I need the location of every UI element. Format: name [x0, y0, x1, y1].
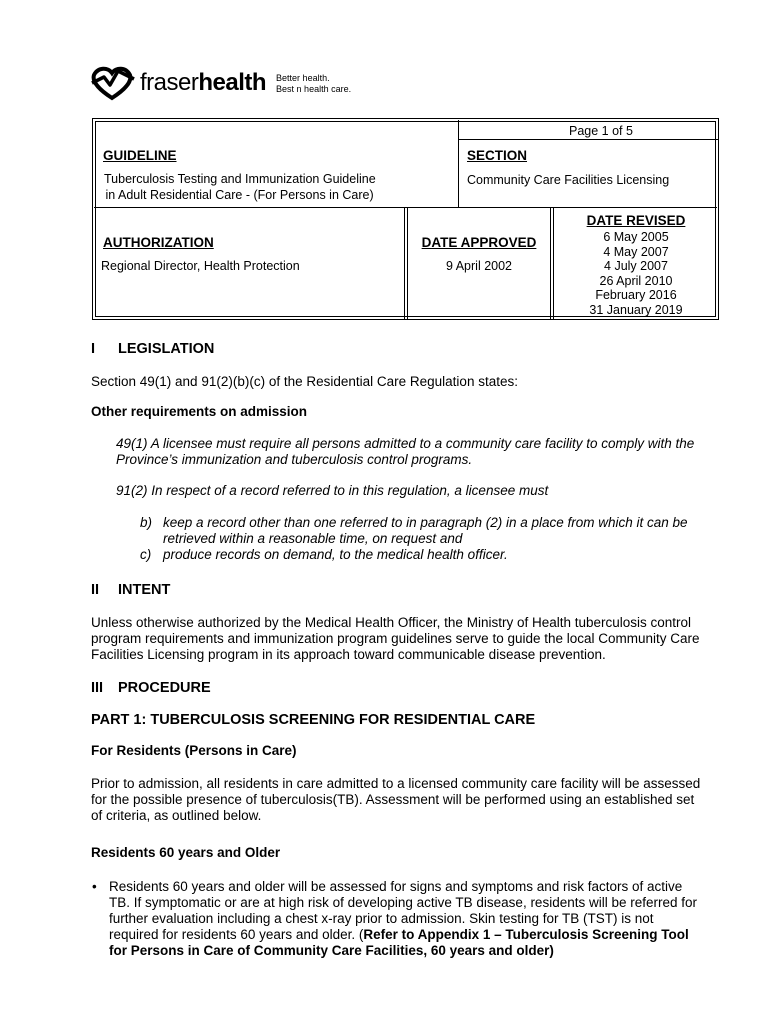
- bullet-icon: •: [92, 879, 97, 894]
- age-heading: Residents 60 years and Older: [91, 845, 281, 860]
- prior-admission-line2: for the possible presence of tuberculosis(TB). Assessment will be performed using an established set: [91, 792, 695, 807]
- intent-line2: program requirements and immunization program guidelines serve to guide the local Community Care: [91, 631, 700, 646]
- section-1-title: LEGISLATION: [118, 341, 215, 357]
- guideline-label: GUIDELINE: [103, 148, 177, 163]
- section-value: Community Care Facilities Licensing: [467, 173, 670, 187]
- section-1-intro: Section 49(1) and 91(2)(b)(c) of the Residential Care Regulation states:: [91, 374, 518, 389]
- quote-49-line2: Province’s immunization and tuberculosis control programs.: [116, 452, 473, 467]
- appendix-reference: Refer to Appendix 1 – Tuberculosis Screening Tool: [363, 927, 689, 942]
- logo-tagline-2: Best n health care.: [276, 84, 352, 94]
- section-3-title: PROCEDURE: [118, 680, 211, 696]
- item-b-line2: retrieved within a reasonable time, on request and: [163, 531, 463, 546]
- logo-wordmark: [140, 71, 266, 95]
- item-b-line1: keep a record other than one referred to in paragraph (2) in a place from which it can be: [163, 515, 688, 530]
- residents-heading: For Residents (Persons in Care): [91, 743, 297, 758]
- authorization-value: Regional Director, Health Protection: [101, 259, 300, 273]
- date-revised-item: 4 May 2007: [603, 244, 669, 259]
- date-revised-item: February 2016: [595, 288, 677, 303]
- section-3-number: III: [91, 680, 104, 696]
- part-1-heading: PART 1: TUBERCULOSIS SCREENING FOR RESIDENTIAL CARE: [91, 712, 536, 728]
- date-revised-item: 4 July 2007: [604, 259, 668, 274]
- section-1-subheading: Other requirements on admission: [91, 404, 308, 419]
- date-revised-list: [554, 230, 718, 318]
- logo-tagline-1: Better health.: [276, 73, 330, 83]
- guideline-title-1: Tuberculosis Testing and Immunization Guideline: [104, 172, 376, 186]
- quote-49-line1: 49(1) A licensee must require all persons admitted to a community care facility to comply with the: [116, 436, 695, 451]
- item-c-marker: c): [140, 547, 152, 562]
- bullet-line1: Residents 60 years and older will be assessed for signs and symptoms and risk factors of active: [109, 879, 683, 894]
- date-revised-label: DATE REVISED: [586, 213, 686, 228]
- intent-line3: Facilities Licensing program in its approach toward communicable disease prevention.: [91, 647, 606, 662]
- bullet-line4: [109, 927, 689, 943]
- date-revised-item: 31 January 2019: [589, 302, 683, 317]
- section-1-number: I: [91, 341, 96, 357]
- guideline-title-2: in Adult Residential Care - (For Persons in Care): [102, 188, 374, 202]
- section-2-title: INTENT: [118, 582, 171, 598]
- item-b-marker: b): [140, 515, 153, 530]
- fraserhealth-heart-icon: [90, 63, 136, 101]
- header-divider-h1: [458, 139, 718, 140]
- date-approved-value: 9 April 2002: [445, 259, 513, 273]
- logo-word-light: fraser: [140, 69, 199, 96]
- prior-admission-line3: of criteria, as outlined below.: [91, 808, 262, 823]
- section-2-number: II: [91, 582, 100, 598]
- bullet-line4-text: required for residents 60 years and older. (: [109, 927, 364, 942]
- quote-91: 91(2) In respect of a record referred to in this regulation, a licensee must: [116, 483, 549, 498]
- logo-word-bold: health: [198, 69, 267, 96]
- bullet-line3: further evaluation including a chest x-ray prior to admission. Skin testing for TB (TST) is not: [109, 911, 654, 926]
- intent-line1: Unless otherwise authorized by the Medical Health Officer, the Ministry of Health tuberculosis control: [91, 615, 692, 630]
- bullet-line5: for Persons in Care of Community Care Facilities, 60 years and older): [109, 943, 554, 958]
- date-revised-item: 6 May 2005: [603, 230, 669, 244]
- logo-tagline: [276, 73, 351, 95]
- section-label: SECTION: [467, 148, 528, 163]
- date-revised-item: 26 April 2010: [599, 273, 673, 288]
- item-c-line1: produce records on demand, to the medical health officer.: [163, 547, 508, 562]
- prior-admission-line1: Prior to admission, all residents in care admitted to a licensed community care facility will be assessed: [91, 776, 701, 791]
- authorization-label: AUTHORIZATION: [103, 235, 214, 250]
- fraserhealth-logo: [90, 62, 351, 102]
- date-approved-label: DATE APPROVED: [421, 235, 537, 250]
- page-number: Page 1 of 5: [569, 124, 633, 138]
- bullet-line2: TB. If symptomatic or are at high risk of developing active TB disease, residents will be referred for: [109, 895, 698, 910]
- header-divider-v1: [458, 120, 459, 208]
